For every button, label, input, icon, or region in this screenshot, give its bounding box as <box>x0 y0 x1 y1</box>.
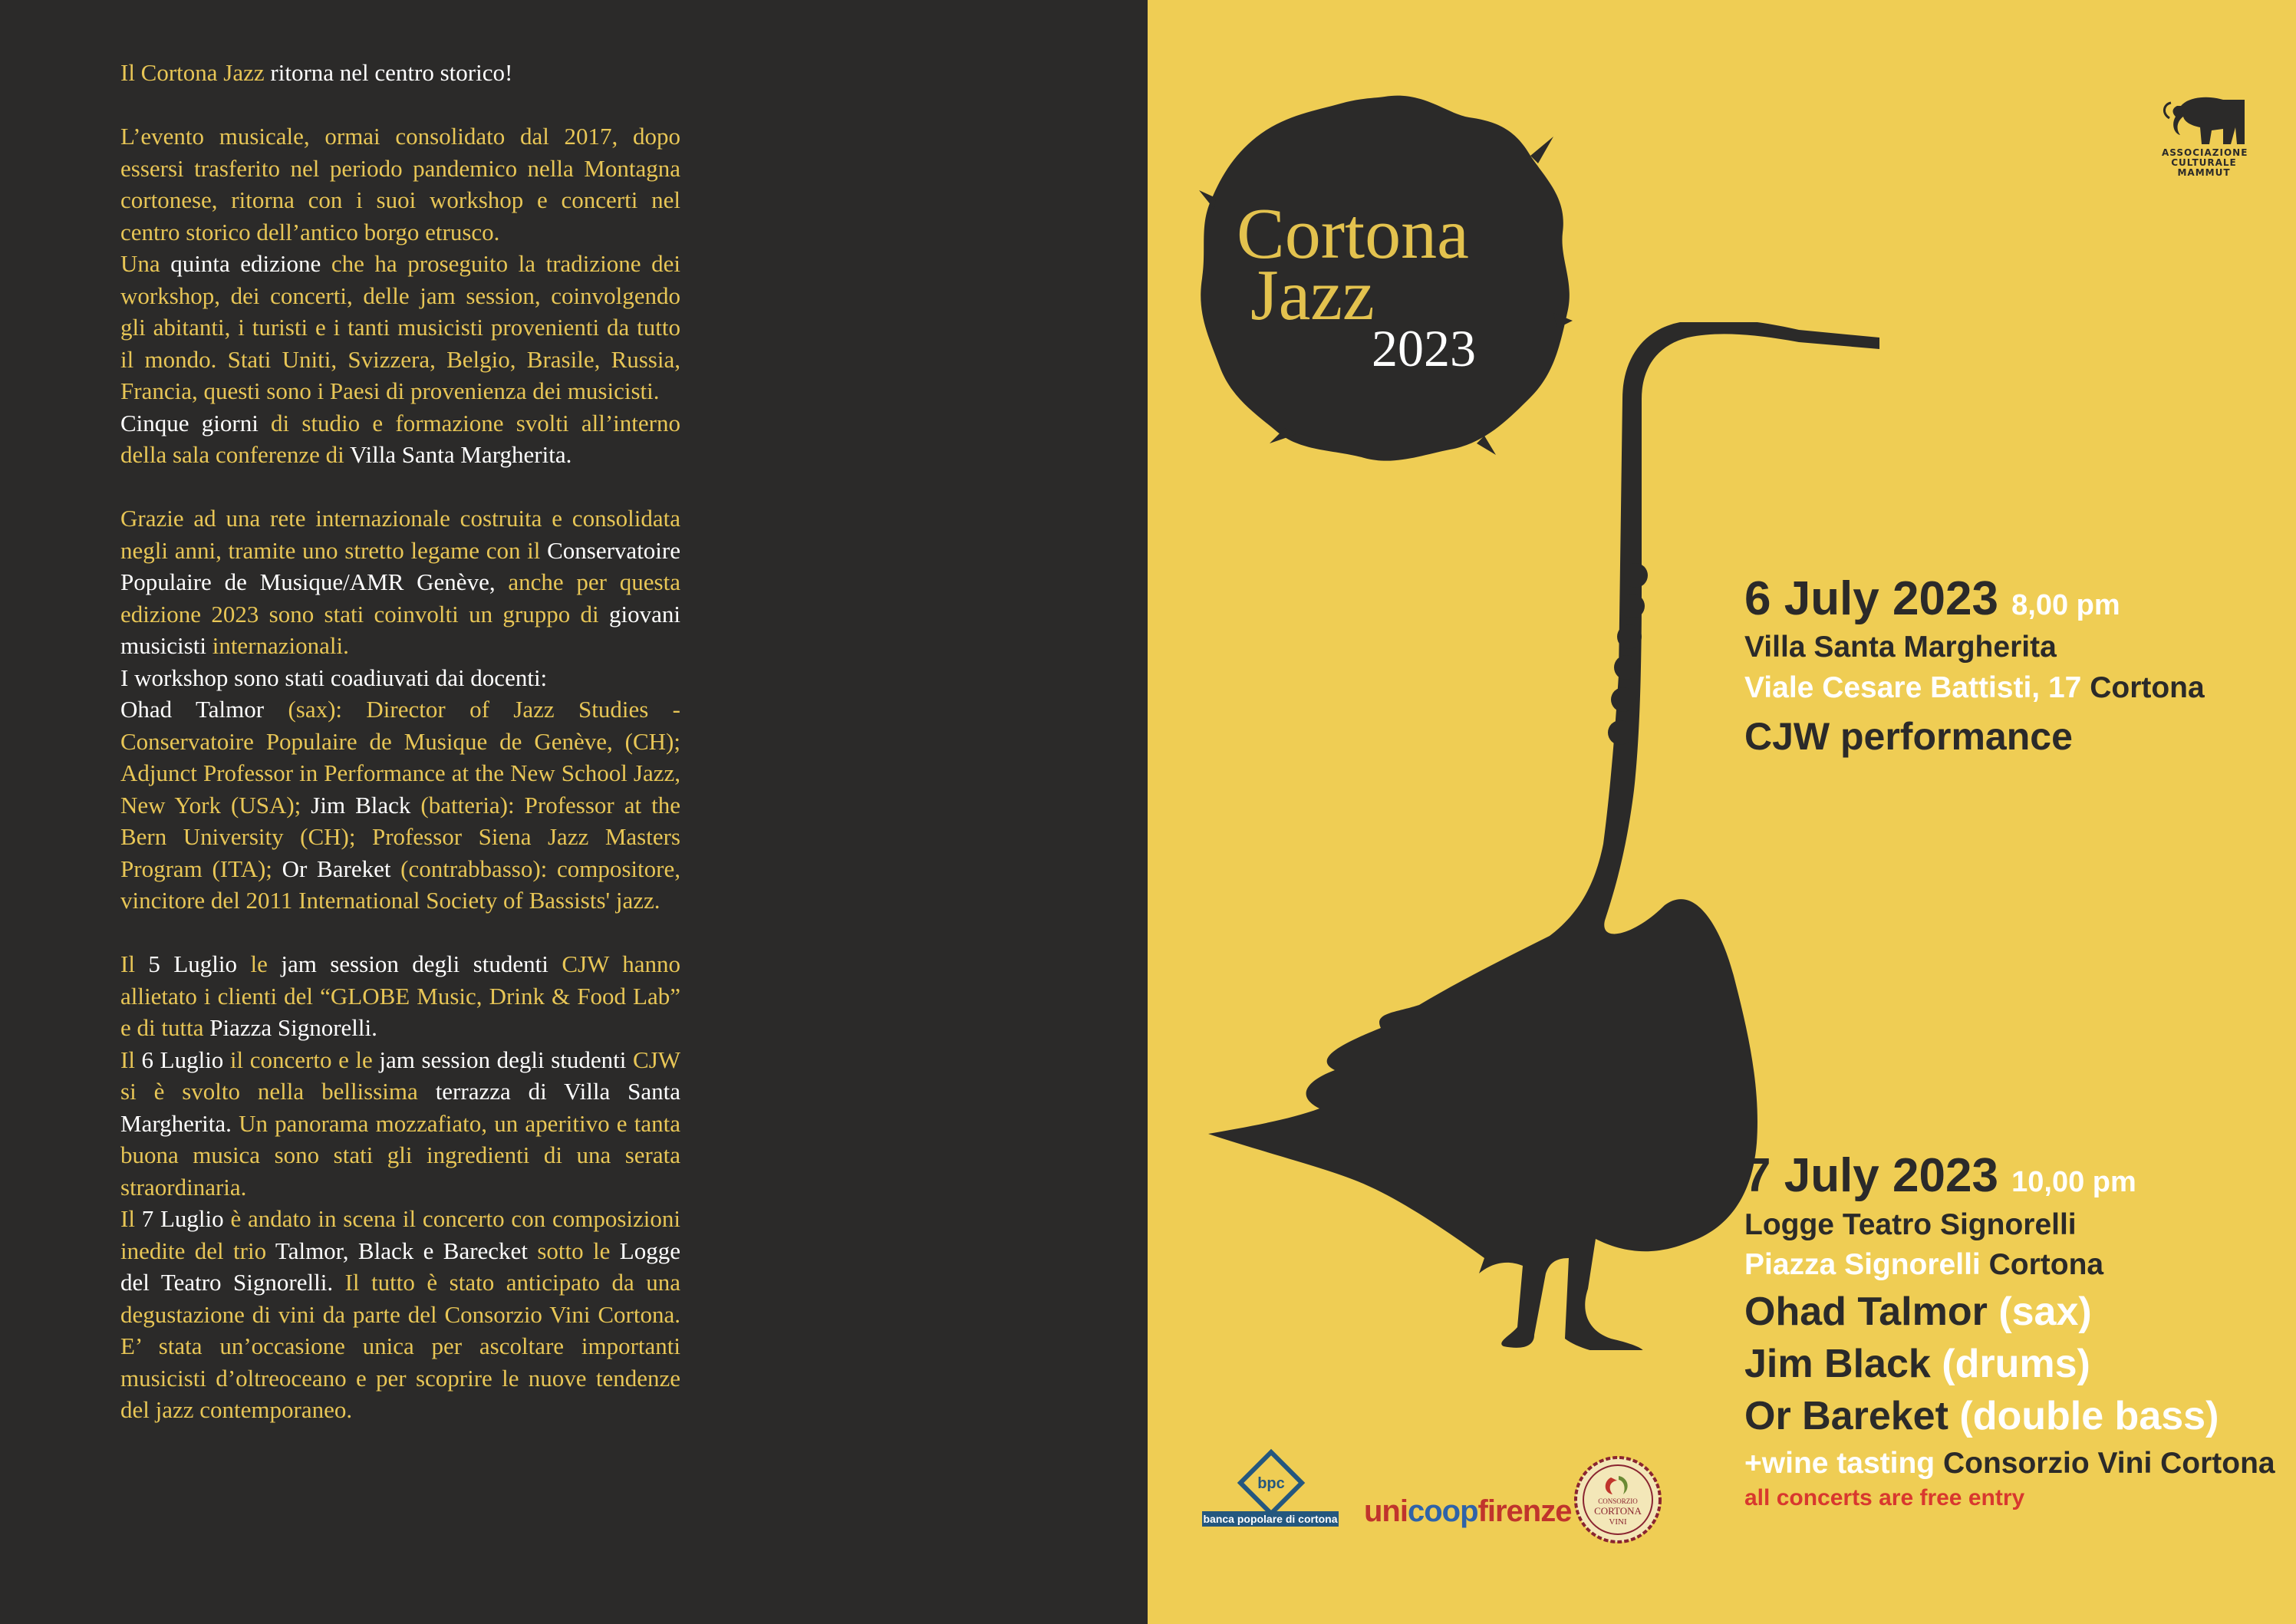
body-text: Una <box>120 250 171 277</box>
unicoop-part-b: coop <box>1407 1494 1478 1528</box>
event2-address: Piazza Signorelli <box>1744 1248 1981 1281</box>
bpc-mark: bpc <box>1257 1475 1285 1492</box>
highlight-text: I workshop sono stati coadiuvati dai docenti: <box>120 664 548 691</box>
highlight-text: Ohad Talmor <box>120 696 288 723</box>
event1-date: 6 July 2023 <box>1744 572 1998 625</box>
unicoop-part-a: uni <box>1364 1494 1408 1528</box>
body-text: CJW si è svolto nella bellissima <box>120 1046 681 1105</box>
paragraph-gap <box>120 89 680 121</box>
body-text: di studio e formazione svolti all’interno della sala conferenze di <box>120 409 680 468</box>
body-text: Grazie ad una rete internazionale costruita e consolidata negli anni, tramite uno stretto legame con il <box>120 505 680 564</box>
body-text: Un panorama mozzafiato, un aperitivo e tanta buona musica sono stati gli ingredienti di una serata straordinaria. <box>120 1109 680 1201</box>
article-paragraph <box>120 662 680 694</box>
highlight-text: quinta edizione <box>170 250 331 277</box>
body-text: Il tutto è stato anticipato da una degustazione di vini da parte del Consorzio Vini Cortona. E’ stata un’occasione unica per ascoltare importanti musicisti d’oltreoceano e per scoprire le nuove tendenze del jazz contemporaneo. <box>120 1269 680 1423</box>
event1-city: Cortona <box>2090 671 2205 704</box>
seal-line1: CONSORZIO <box>1598 1497 1638 1505</box>
article-paragraph <box>120 407 680 471</box>
wine-tasting-name: Consorzio Vini Cortona <box>1942 1447 2275 1480</box>
body-text: internazionali. <box>212 632 349 659</box>
article-paragraph <box>120 1203 680 1426</box>
musician-role: (sax) <box>1998 1290 2092 1334</box>
seal-line3: VINI <box>1609 1517 1627 1527</box>
free-entry-note <box>1744 1487 2024 1510</box>
mammut-label-line3: MAMMUT <box>2177 167 2231 178</box>
event2-date-line <box>1744 1149 2136 1202</box>
highlight-text: Conservatoire Populaire de Musique/AMR Genève, <box>120 536 680 595</box>
body-text: Il <box>120 950 149 977</box>
body-text: CJW hanno allietato i clienti del “GLOBE Music, Drink & Food Lab” e di tutta <box>120 950 681 1041</box>
wine-tasting-prefix: +wine tasting <box>1744 1447 1935 1480</box>
musician-row <box>1744 1344 2090 1384</box>
mammut-label-line1: ASSOCIAZIONE <box>2162 147 2248 158</box>
highlight-text: Logge del Teatro Signorelli. <box>120 1237 680 1296</box>
logo-cortona: Cortona <box>1237 194 1469 274</box>
musician-row <box>1744 1396 2219 1436</box>
event1-program: CJW performance <box>1744 715 2073 758</box>
article-paragraph <box>120 1044 680 1204</box>
body-text: che ha proseguito la tradizione dei workshop, dei concerti, delle jam session, coinvolgendo gli abitanti, i turisti e i tanti musicisti provenienti da tutto il mondo. Stati Uniti, Svizzera, Belgio, Brasile, Russia, Francia, questi sono i Paesi di provenienza dei musicisti. <box>120 250 680 404</box>
highlight-text: jam session degli studenti <box>281 950 562 977</box>
body-text: il concerto e le <box>229 1046 380 1073</box>
wine-tasting-line <box>1744 1448 2275 1478</box>
logo-year: 2023 <box>1372 319 1476 377</box>
highlight-text: 5 Luglio <box>148 950 251 977</box>
mammut-label <box>2162 148 2246 178</box>
free-entry-text: all concerts are free entry <box>1744 1485 2025 1510</box>
body-text: è andato in scena il concerto con composizioni inedite del trio <box>120 1205 680 1264</box>
body-text: sotto le <box>537 1237 620 1264</box>
musician-role: (drums) <box>1942 1342 2090 1386</box>
musician-name: Jim Black <box>1744 1342 1931 1386</box>
highlight-text: 6 Luglio <box>141 1046 230 1073</box>
event1-time: 8,00 pm <box>2011 589 2120 621</box>
article-paragraph <box>120 948 680 1044</box>
musician-role: (double bass) <box>1959 1394 2219 1438</box>
article-paragraph <box>120 57 680 89</box>
highlight-text: Or Bareket <box>282 855 401 882</box>
event2-date: 7 July 2023 <box>1744 1149 1998 1202</box>
body-text: le <box>250 950 282 977</box>
paragraph-gap <box>120 471 680 503</box>
consorzio-cortona-vini-seal-icon <box>1573 1454 1663 1545</box>
unicoop-firenze-logo <box>1364 1496 1571 1527</box>
highlight-text: ritorna nel centro storico! <box>270 59 513 86</box>
unicoop-part-c: firenze <box>1477 1494 1572 1528</box>
event2-venue: Logge Teatro Signorelli <box>1744 1208 2077 1241</box>
paragraph-gap <box>120 917 680 949</box>
body-text: (batteria): Professor at the Bern University (CH); Professor Siena Jazz Masters Program (ITA); <box>120 791 680 882</box>
highlight-text: Villa Santa Margherita. <box>349 441 572 468</box>
musician-row <box>1744 1292 2092 1332</box>
event1-address-line <box>1744 673 2205 703</box>
article-paragraph <box>120 502 680 662</box>
highlight-text: 7 Luglio <box>141 1205 231 1232</box>
bpc-bank-label: banca popolare di cortona <box>1203 1513 1338 1525</box>
event2-time: 10,00 pm <box>2011 1166 2136 1198</box>
article-paragraph <box>120 693 680 917</box>
musician-name: Or Bareket <box>1744 1394 1948 1438</box>
body-text: (contrabbasso): compositore, vincitore del 2011 International Society of Bassists' jazz. <box>120 855 680 914</box>
body-text: Il <box>120 1046 142 1073</box>
body-text: Il <box>120 1205 142 1232</box>
event1-date-line <box>1744 572 2120 625</box>
body-text: (sax): Director of Jazz Studies - Conservatoire Populaire de Musique de Genève, (CH); Adjunct Professor in Performance at the New School Jazz, New York (USA); <box>120 696 680 819</box>
highlight-text: Jim Black <box>311 791 421 819</box>
article-paragraph <box>120 120 680 248</box>
mammut-label-line2: CULTURALE <box>2171 157 2237 168</box>
body-text: Il Cortona Jazz <box>120 59 271 86</box>
highlight-text: Talmor, Black e Barecket <box>275 1237 538 1264</box>
body-text: anche per questa edizione 2023 sono stati coinvolti un gruppo di <box>120 568 680 628</box>
seal-line2: CORTONA <box>1594 1505 1642 1517</box>
highlight-text: Piazza Signorelli. <box>209 1014 377 1041</box>
highlight-text: Cinque giorni <box>120 409 272 436</box>
event2-address-line <box>1744 1250 2103 1280</box>
body-text: L’evento musicale, ormai consolidato dal 2017, dopo essersi trasferito nel periodo pandemico nella Montagna cortonese, ritorna con i suoi workshop e concerti nel centro storico dell’antico borgo etrusco. <box>120 123 680 245</box>
highlight-text: giovani musicisti <box>120 600 680 659</box>
logo-jazz: Jazz <box>1250 255 1375 335</box>
musician-name: Ohad Talmor <box>1744 1290 1988 1334</box>
event2-city: Cortona <box>1988 1248 2104 1281</box>
event1-address: Viale Cesare Battisti, 17 <box>1744 671 2082 704</box>
highlight-text: terrazza di Villa Santa Margherita. <box>120 1078 680 1137</box>
event1-venue: Villa Santa Margherita <box>1744 631 2057 664</box>
article-paragraph <box>120 248 680 407</box>
article-text <box>120 57 680 1426</box>
highlight-text: jam session degli studenti <box>379 1046 634 1073</box>
